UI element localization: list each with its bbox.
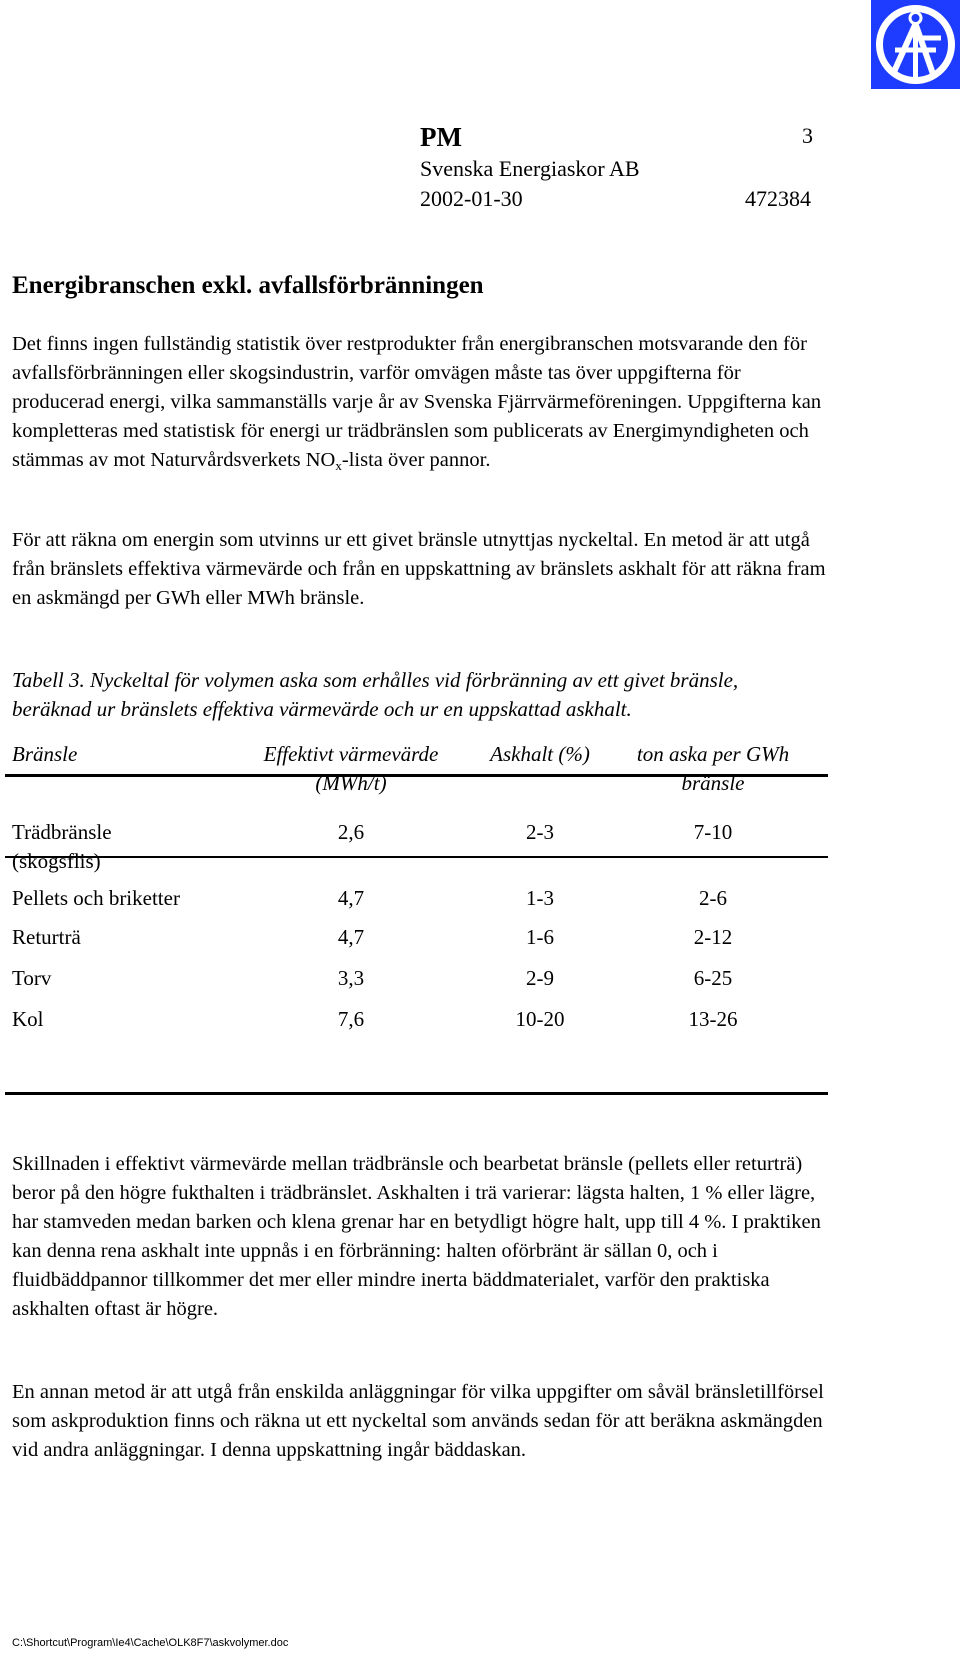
table-cell-fuel: Trädbränsle (skogsflis) <box>12 820 112 873</box>
paragraph-intro-text: Det finns ingen fullständig statistik över restprodukter från energibranschen motsvarande den för avfallsförbränningen eller skogsindustrin, varför omvägen måste tas över uppgifterna för producerad energi, vilka sammanställs varje år av Svenska Fjärrvärmeföreningen. Uppgifterna kan kompletteras med statistisk för energi ur trädbränslen som publicerats av Energimyndigheten och stämmas av mot Naturvårdsverkets NO <box>12 333 822 471</box>
table-cell-fuel: Torv <box>12 966 52 990</box>
table-header-heating-value: Effektivt värmevärde (MWh/t) <box>263 742 439 795</box>
table-header-ash-content: Askhalt (%) <box>490 742 590 766</box>
document-date: 2002-01-30 <box>420 186 523 211</box>
file-path-footer: C:\Shortcut\Program\Ie4\Cache\OLK8F7\askvolymer.doc <box>12 1637 289 1649</box>
table-caption: Tabell 3. Nyckeltal för volymen aska som erhålles vid förbränning av ett givet bränsle, beräknad ur bränslets effektiva värmevärde och ur en uppskattad askhalt. <box>12 668 739 721</box>
paragraph-intro <box>12 330 832 480</box>
table-cell-ash-per-gwh: 6-25 <box>693 966 733 990</box>
company-name: Svenska Energiaskor AB <box>420 156 640 181</box>
table-cell-heating-value: 4,7 <box>337 886 365 910</box>
table-cell-fuel: Pellets och briketter <box>12 886 180 910</box>
paragraph-method: För att räkna om energin som utvinns ur ett givet bränsle utnyttjas nyckeltal. En metod är att utgå från bränslets effektiva värmevärde och från en uppskattning av bränslets askhalt för att räkna fram en askmängd per GWh eller MWh bränsle. <box>12 529 826 609</box>
paragraph-intro-tail: -lista över pannor. <box>341 449 491 471</box>
table-cell-ash-content: 1-6 <box>526 925 554 949</box>
section-heading: Energibranschen exkl. avfallsförbränningen <box>12 272 484 299</box>
table-cell-heating-value: 7,6 <box>337 1007 365 1031</box>
paragraph-alternative-method: En annan metod är att utgå från enskilda anläggningar för vilka uppgifter om såväl bränsletillförsel som askproduktion finns och räkna ut ett nyckeltal som används sedan för att beräkna askmängden vid andra anläggningar. I denna uppskattning ingår bäddaskan. <box>12 1381 824 1461</box>
table-cell-ash-content: 1-3 <box>526 886 554 910</box>
table-cell-fuel: Kol <box>12 1007 44 1031</box>
table-header-ash-per-gwh: ton aska per GWh bränsle <box>636 742 790 795</box>
table-cell-ash-content: 10-20 <box>515 1007 565 1031</box>
company-logo <box>871 0 960 89</box>
table-cell-ash-per-gwh: 13-26 <box>688 1007 738 1031</box>
table-cell-heating-value: 3,3 <box>337 966 365 990</box>
subscript-x: x <box>335 458 342 473</box>
table-rule-bottom <box>5 1092 828 1095</box>
table-cell-ash-content: 2-3 <box>526 820 554 844</box>
table-cell-ash-per-gwh: 2-6 <box>699 886 727 910</box>
paragraph-ash-content: Skillnaden i effektivt värmevärde mellan trädbränsle och bearbetat bränsle (pellets eller returträ) beror på den högre fukthalten i trädbränslet. Askhalten i trä varierar: lägsta halten, 1 % eller lägre, har stamveden medan barken och klena grenar har en betydligt högre halt, upp till 4 %. I praktiken kan denna rena askhalt inte uppnås i en förbränning: halten oförbränt är sällan 0, och i fluidbäddpannor tillkommer det mer eller mindre inerta bäddmaterialet, varför den praktiska askhalten oftast är högre. <box>12 1153 821 1320</box>
table-cell-heating-value: 2,6 <box>337 820 365 844</box>
table-cell-fuel: Returträ <box>12 925 81 949</box>
table-cell-ash-per-gwh: 2-12 <box>693 925 733 949</box>
page-number: 3 <box>802 123 813 148</box>
table-header-fuel: Bränsle <box>12 742 78 766</box>
table-cell-ash-per-gwh: 7-10 <box>693 820 733 844</box>
table-cell-ash-content: 2-9 <box>526 966 554 990</box>
document-type: PM <box>420 122 462 152</box>
table-cell-heating-value: 4,7 <box>337 925 365 949</box>
document-reference: 472384 <box>745 186 811 211</box>
